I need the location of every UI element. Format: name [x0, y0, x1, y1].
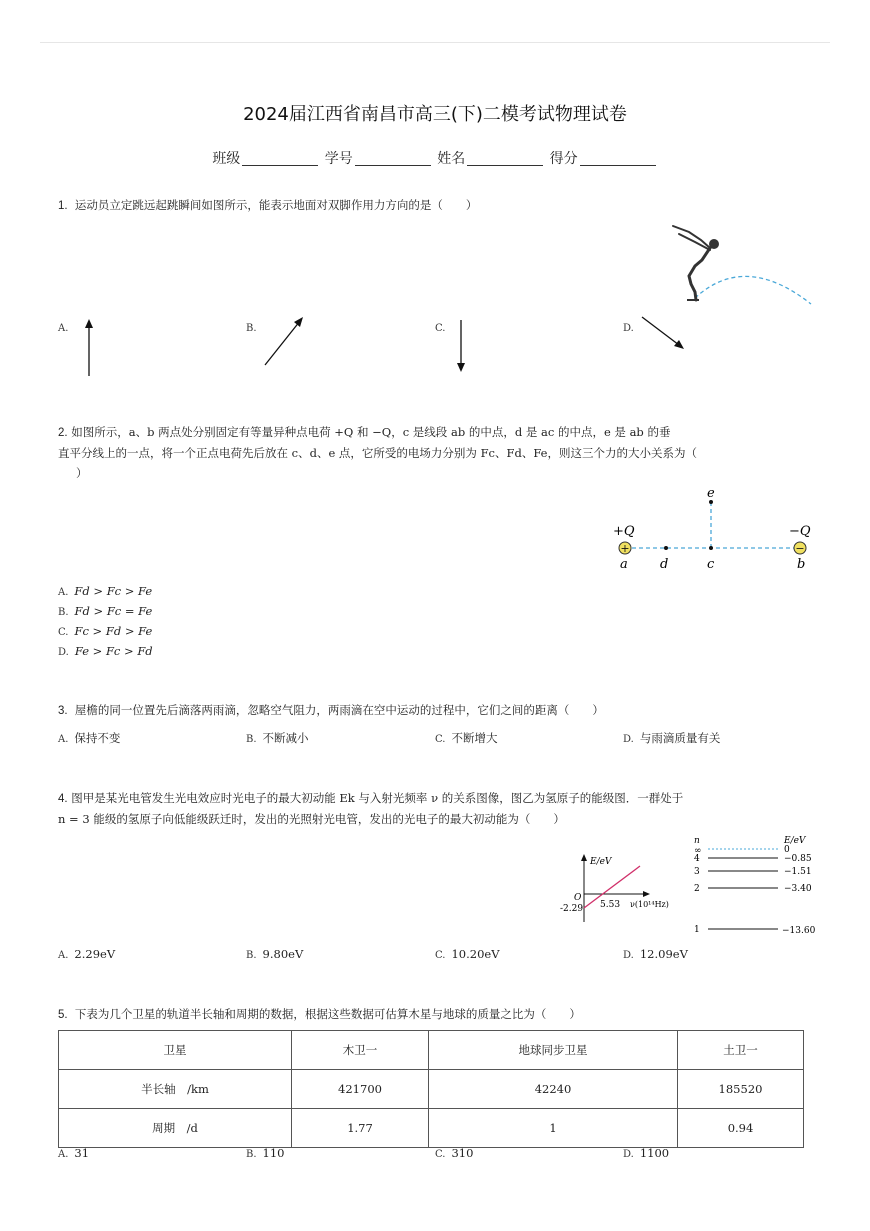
- q3-option-c[interactable]: C. 不断增大: [435, 731, 498, 745]
- question-number: 5.: [58, 1009, 68, 1021]
- level-e-2: −3.40: [784, 884, 812, 894]
- table-cell: 1.77: [292, 1109, 429, 1148]
- question-number: 1.: [58, 200, 68, 212]
- table-cell: 42240: [429, 1070, 678, 1109]
- question-text-line-1: 如图所示，a、b 两点处分别固定有等量异种点电荷 +Q 和 −Q，c 是线段 ab 的中点，d 是 ac 的中点，e 是 ab 的垂: [71, 425, 671, 439]
- q2-option-d[interactable]: D. Fe > Fc > Fd: [58, 644, 153, 658]
- jumper-figure: [665, 222, 815, 310]
- table-row: [59, 1070, 804, 1109]
- question-number: 2.: [58, 427, 68, 439]
- table-header-cell: 木卫一: [292, 1031, 429, 1070]
- plus-q-label: +Q: [613, 524, 635, 539]
- arrow-down-icon: [452, 318, 470, 374]
- graph-x-value-label: 5.53: [600, 900, 621, 910]
- minus-q-label: −Q: [789, 524, 811, 539]
- levels-e-header: E/eV: [784, 836, 806, 846]
- question-2: [58, 422, 810, 483]
- question-text: 屋檐的同一位置先后滴落两雨滴，忽略空气阻力，两雨滴在空中运动的过程中，它们之间的距离（ ）: [74, 703, 604, 717]
- question-text-line-1: 图甲是某光电管发生光电效应时光电子的最大初动能 Ek 与入射光频率 ν 的关系图像，图乙为氢原子的能级图．一群处于: [71, 791, 684, 805]
- q4-option-a[interactable]: A. 2.29eV: [58, 947, 116, 961]
- score-blank[interactable]: [580, 151, 656, 166]
- level-n-4: 4: [694, 854, 700, 864]
- q2-option-a[interactable]: A. Fd > Fc > Fe: [58, 584, 153, 598]
- arrow-up-icon: [80, 318, 98, 378]
- q4-option-c[interactable]: C. 10.20eV: [435, 947, 500, 961]
- table-row: [59, 1109, 804, 1148]
- charge-diagram: [605, 485, 820, 575]
- question-1: [58, 195, 810, 216]
- point-c-label: c: [707, 557, 715, 572]
- svg-text:−: −: [795, 542, 805, 555]
- level-n-inf: ∞: [694, 846, 702, 856]
- student-info-line: [0, 148, 870, 168]
- table-cell: 0.94: [678, 1109, 804, 1148]
- question-5: [58, 1004, 810, 1025]
- level-n-3: 3: [694, 867, 700, 877]
- table-cell: 周期 /d: [59, 1109, 292, 1148]
- ek-frequency-graph: [558, 852, 678, 924]
- energy-level-diagram: [690, 832, 818, 940]
- q3-option-d[interactable]: D. 与雨滴质量有关: [623, 731, 721, 745]
- q2-option-b[interactable]: B. Fd > Fc = Fe: [58, 604, 153, 618]
- q1-option-d[interactable]: D.: [623, 323, 634, 334]
- table-cell: 185520: [678, 1070, 804, 1109]
- question-number: 4.: [58, 793, 68, 805]
- top-divider: [40, 42, 830, 43]
- level-e-inf: 0: [784, 845, 790, 855]
- question-text: 运动员立定跳远起跳瞬间如图所示，能表示地面对双脚作用力方向的是（ ）: [74, 198, 478, 212]
- q1-option-b[interactable]: B.: [246, 323, 257, 334]
- table-cell: 半长轴 /km: [59, 1070, 292, 1109]
- level-e-1: −13.60: [782, 926, 816, 936]
- id-blank[interactable]: [355, 151, 431, 166]
- graph-intercept-label: -2.29: [560, 904, 584, 914]
- q3-option-a[interactable]: A. 保持不变: [58, 731, 121, 745]
- q5-option-b[interactable]: B. 110: [246, 1146, 285, 1160]
- table-header-cell: 地球同步卫星: [429, 1031, 678, 1070]
- q5-option-c[interactable]: C. 310: [435, 1146, 474, 1160]
- q3-option-b[interactable]: B. 不断减小: [246, 731, 309, 745]
- question-text-line-2: n = 3 能级的氢原子向低能级跃迁时，发出的光照射光电管，发出的光电子的最大初动能为（ ）: [58, 812, 565, 826]
- q2-option-c[interactable]: C. Fc > Fd > Fe: [58, 624, 153, 638]
- graph-origin-label: O: [574, 893, 582, 903]
- q4-option-d[interactable]: D. 12.09eV: [623, 947, 688, 961]
- question-text-line-2: 直平分线上的一点，将一个正点电荷先后放在 c、d、e 点，它所受的电场力分别为 Fc、Fd、Fe，则这三个力的大小关系为（: [58, 446, 697, 460]
- question-text-line-3: ）: [76, 466, 88, 480]
- question-number: 3.: [58, 705, 68, 717]
- page-title: 2024届江西省南昌市高三(下)二模考试物理试卷: [243, 104, 627, 125]
- level-e-4: −0.85: [784, 854, 812, 864]
- score-label: 得分: [549, 151, 578, 167]
- table-cell: 421700: [292, 1070, 429, 1109]
- table-cell: 1: [429, 1109, 678, 1148]
- q5-option-a[interactable]: A. 31: [58, 1146, 90, 1160]
- svg-text:+: +: [620, 542, 630, 555]
- table-header-cell: 卫星: [59, 1031, 292, 1070]
- table-header-row: [59, 1031, 804, 1070]
- name-label: 姓名: [437, 151, 466, 167]
- q1-option-a[interactable]: A.: [58, 323, 69, 334]
- level-e-3: −1.51: [784, 867, 812, 877]
- question-3: [58, 700, 810, 721]
- point-a-label: a: [620, 557, 628, 572]
- q1-option-c[interactable]: C.: [435, 323, 446, 334]
- arrow-up-right-icon: [262, 314, 306, 368]
- point-d-label: d: [660, 557, 669, 572]
- q4-option-b[interactable]: B. 9.80eV: [246, 947, 304, 961]
- point-b-label: b: [797, 557, 806, 572]
- level-n-2: 2: [694, 884, 700, 894]
- table-header-cell: 土卫一: [678, 1031, 804, 1070]
- point-e-label: e: [707, 486, 715, 501]
- id-label: 学号: [324, 151, 353, 167]
- name-blank[interactable]: [467, 151, 543, 166]
- arrow-down-right-icon: [639, 314, 687, 352]
- level-n-1: 1: [694, 925, 700, 935]
- class-blank[interactable]: [242, 151, 318, 166]
- levels-n-header: n: [694, 836, 700, 846]
- satellite-table: [58, 1030, 804, 1148]
- question-text: 下表为几个卫星的轨道半长轴和周期的数据，根据这些数据可估算木星与地球的质量之比为（ ）: [74, 1007, 581, 1021]
- class-label: 班级: [212, 151, 241, 167]
- graph-x-label: ν(10¹⁴Hz): [630, 900, 669, 909]
- question-4: [58, 788, 810, 829]
- q5-option-d[interactable]: D. 1100: [623, 1146, 670, 1160]
- graph-y-label: E/eV: [590, 857, 612, 867]
